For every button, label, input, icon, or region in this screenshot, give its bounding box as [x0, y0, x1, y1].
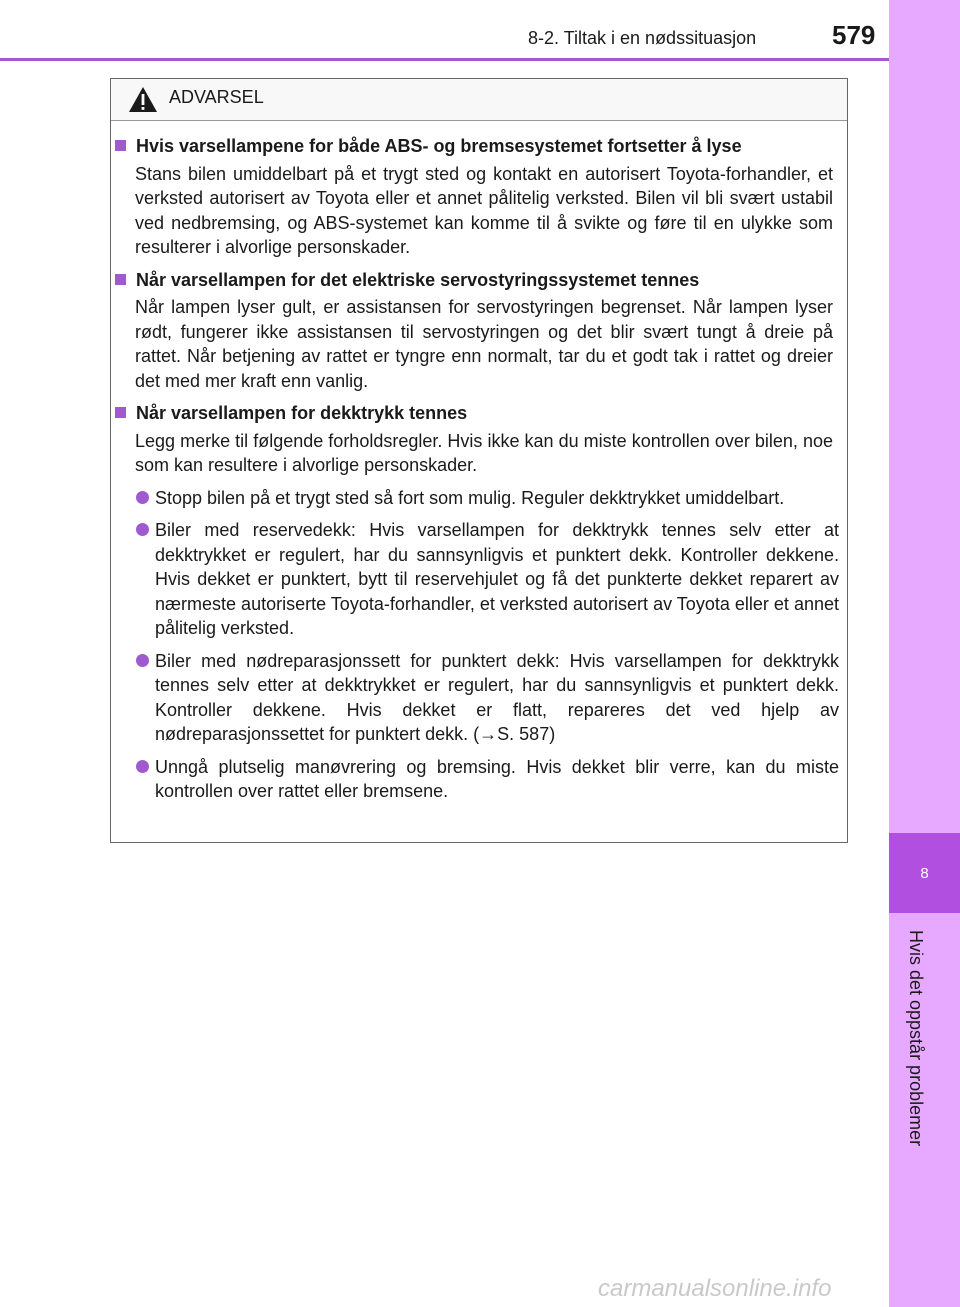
circle-bullet-icon: [136, 491, 149, 504]
list-item: [111, 755, 847, 804]
chapter-number: 8: [920, 864, 929, 882]
page-number: 579: [832, 20, 876, 50]
warning-header: [111, 79, 847, 121]
item-heading: Når varsellampen for dekktrykk tennes: [136, 403, 468, 423]
list-item: [111, 649, 847, 747]
list-item-text: Unngå plutselig manøvrering og bremsing. Hvis dekket blir verre, kan du miste kontrollen over rattet eller bremsene.: [155, 756, 839, 801]
list-item-text: Biler med reservedekk: Hvis varsellampen for dekktrykk tennes selv etter at dekktrykket er regulert, har du sannsynligvis et punktert dekk. Kontroller dekkene. Hvis dekket er punktert, bytt til reservehjulet og få det punkterte dekket reparert av nærmeste autoriserte Toyota-forhandler, et verksted autorisert av Toyota eller et annet pålitelig verksted.: [155, 520, 839, 638]
warning-title: ADVARSEL: [169, 87, 264, 107]
circle-bullet-icon: [136, 523, 149, 536]
list-item: [111, 486, 847, 511]
item-heading: Hvis varsellampene for både ABS- og bremsesystemet fortsetter å lyse: [136, 136, 742, 156]
item-text: Når lampen lyser gult, er assistansen for servostyringen begrenset. Når lampen lyser rødt, fungerer ikke assistansen til servostyringen og det blir svært tungt å dreie på rattet. Når betjening av rattet er tyngre enn normalt, tar du et godt tak i rattet og dreier det med mer kraft enn vanlig.: [135, 297, 833, 391]
chapter-title: Hvis det oppstår problemer: [906, 930, 926, 1147]
item-heading-container: [111, 401, 847, 426]
section-title: 8-2. Tiltak i en nødssituasjon: [528, 28, 757, 48]
warning-content: [111, 134, 847, 812]
warning-triangle-icon: [128, 86, 158, 113]
watermark: carmanualsonline.info: [598, 1275, 832, 1302]
list-item: [111, 518, 847, 641]
circle-bullet-icon: [136, 760, 149, 773]
item-heading: Når varsellampen for det elektriske servostyringssystemet tennes: [136, 269, 700, 290]
item-heading-container: [111, 268, 847, 293]
list-item-text: Biler med nødreparasjonssett for punktert dekk: Hvis varsellampen for dekktrykk tennes selv etter at dekktrykket er regulert, har du sannsynligvis et punktert dekk. Kontroller dekkene. Hvis dekket er flatt, repareres det ved hjelp av nødreparasjonssettet for punktert dekk. (→S. 587): [155, 650, 839, 744]
list-item-text: Stopp bilen på et trygt sted så fort som mulig. Reguler dekktrykket umiddelbart.: [155, 487, 785, 508]
warning-item-tire-pressure: [111, 401, 847, 804]
item-heading-container: [111, 134, 847, 159]
square-bullet-icon: [115, 274, 126, 285]
warning-item-abs: [111, 134, 847, 260]
item-text: Stans bilen umiddelbart på et trygt sted og kontakt en autorisert Toyota-forhandler, et verksted autorisert av Toyota eller et annet pålitelig verksted. Bilen vil bli svært ustabil ved nedbremsing, og ABS-systemet kan komme til å svikte og føre til en ulykke som resulterer i alvorlige personskader.: [135, 163, 833, 257]
warning-item-power-steering: [111, 268, 847, 394]
item-text: Legg merke til følgende forholdsregler. Hvis ikke kan du miste kontrollen over bilen, noe som kan resultere i alvorlige personskader.: [135, 430, 833, 475]
circle-bullet-icon: [136, 654, 149, 667]
square-bullet-icon: [115, 140, 126, 151]
chapter-tab[interactable]: [889, 833, 960, 913]
header-rule: [0, 58, 889, 61]
warning-box: [110, 78, 848, 843]
square-bullet-icon: [115, 407, 126, 418]
